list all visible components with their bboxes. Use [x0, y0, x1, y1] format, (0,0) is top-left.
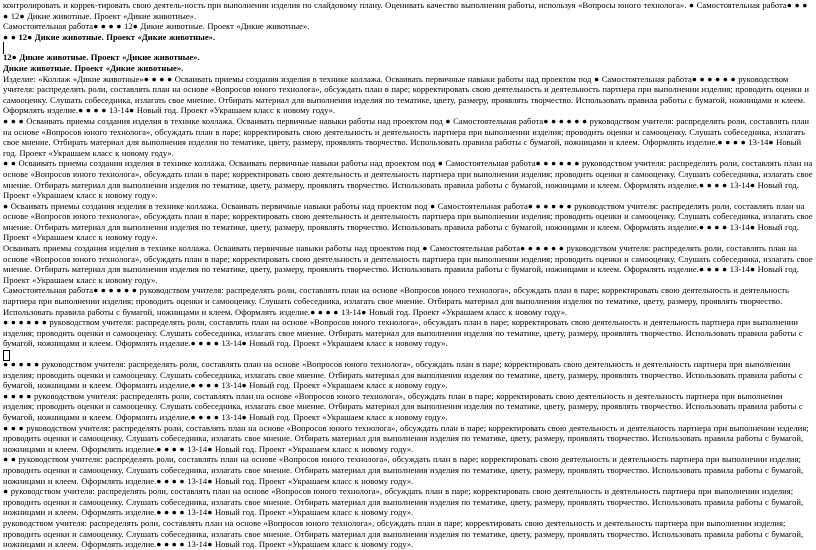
paragraph-13	[3, 359, 813, 391]
paragraph-2	[3, 21, 813, 32]
paragraph-11	[3, 285, 813, 317]
paragraph-3	[3, 32, 813, 43]
paragraph-8	[3, 158, 813, 200]
text-line-14: ● ● ● ● руководством учителя: распределять роли, составлять план на основе «Вопросов юного технолога», обсуждать план в паре; корректировать свою деятельность и деятельность партнера при выполнении изделия; проводить оценки и самооценку. Слушать собеседника, излагать свое мнение. Отбирать материал для выполнения изделия по тематике, цвету, размеру, проявлять творчество. Использовать правила работы с бумагой, ножницами и клеем. Оформлять изделие.● ● ● ● 13-14● Новый год. Проект «Украшаем класс к новому году».	[3, 390, 803, 422]
document-page	[3, 0, 813, 550]
text-line-12: ● ● ● ● ● ● руководством учителя: распределять роли, составлять план на основе «Вопросов юного технолога», обсуждать план в паре; корректировать свою деятельность и деятельность партнера при выполнении изделия; проводить оценки и самооценку. Слушать собеседника, излагать свое мнение. Отбирать материал для выполнения изделия по тематике, цвету, размеру, проявлять творчество. Использовать правила работы с бумагой, ножницами и клеем. Оформлять изделие.● ● ● ● 13-14● Новый год. Проект «Украшаем класс к новому году».	[3, 317, 803, 349]
paragraph-7	[3, 116, 813, 158]
paragraph-18	[3, 518, 813, 550]
paragraph-15	[3, 423, 813, 455]
text-line-3: ● ● 12● Дикие животные. Проект «Дикие животные».	[3, 31, 216, 42]
text-line-10: Осваивать приемы создания изделия в технике коллажа. Осваивать первичные навыки работы над проектом под ● Самостоятельная работа● ● ● ● ● ● руководством учителя: распределять роли, составлять план на основе «Вопросов юного технолога», обсуждать план в паре; корректировать свою деятельность и деятельность партнера при выполнении изделия; проводить оценки и самооценку. Слушать собеседника, излагать свое мнение. Отбирать материал для выполнения изделия по тематике, цвету, размеру, проявлять творчество. Использовать правила работы с бумагой, ножницами и клеем. Оформлять изделие.● ● ● ● 13-14● Новый год. Проект «Украшаем класс к новому году».	[3, 243, 813, 285]
text-line-8: ● ● Осваивать приемы создания изделия в технике коллажа. Осваивать первичные навыки работы над проектом под ● Самостоятельная работа● ● ● ● ● ● руководством учителя: распределять роли, составлять план на основе «Вопросов юного технолога», обсуждать план в паре; корректировать свою деятельность и деятельность партнера при выполнении изделия; проводить оценки и самооценку. Слушать собеседника, излагать свое мнение. Отбирать материал для выполнения изделия по тематике, цвету, размеру, проявлять творчество. Использовать правила работы с бумагой, ножницами и клеем. Оформлять изделие.● ● ● ● 13-14● Новый год. Проект «Украшаем класс к новому году».	[3, 158, 813, 201]
paragraph-17	[3, 486, 813, 518]
text-line-7: ● ● ● Осваивать приемы создания изделия в технике коллажа. Осваивать первичные навыки работы над проектом под ● Самостоятельная работа● ● ● ● ● ● руководством учителя: распределять роли, составлять план на основе «Вопросов юного технолога», обсуждать план в паре; корректировать свою деятельность и деятельность партнера при выполнении изделия; проводить оценки и самооценку. Слушать собеседника, излагать свое мнение. Отбирать материал для выполнения изделия по тематике, цвету, размеру, проявлять творчество. Использовать правила работы с бумагой, ножницами и клеем. Оформлять изделие.● ● ● ● 13-14● Новый год. Проект «Украшаем класс к новому году».	[3, 115, 810, 158]
spacer-2	[3, 349, 813, 359]
text-line-16: ● ● руководством учителя: распределять роли, составлять план на основе «Вопросов юного технолога», обсуждать план в паре; корректировать свою деятельность и деятельность партнера при выполнении изделия; проводить оценки и самооценку. Слушать собеседника, излагать свое мнение. Отбирать материал для выполнения изделия по тематике, цвету, размеру, проявлять творчество. Использовать правила работы с бумагой, ножницами и клеем. Оформлять изделие.● ● ● ● 13-14● Новый год. Проект «Украшаем класс к новому году».	[3, 454, 804, 486]
text-line-6: Изделие: «Коллаж «Дикие животные»● ● ● ● Осваивать приемы создания изделия в технике коллажа. Осваивать первичные навыки работы над проектом под ● Самостоятельная работа● ● ● ● ● ● руководством учителя: распределять роли, составлять план на основе «Вопросов юного технолога», обсуждать план в паре; корректировать свою деятельность и деятельность партнера при выполнении изделия; проводить оценки и самооценку. Слушать собеседника, излагать свое мнение. Отбирать материал для выполнения изделия по тематике, цвету, размеру, проявлять творчество. Использовать правила работы с бумагой, ножницами и клеем. Оформлять изделие.● ● ● ● 13-14● Новый год. Проект «Украшаем класс к новому году».	[3, 73, 809, 116]
paragraph-9	[3, 201, 813, 243]
text-line-13: ● ● ● ● ● руководством учителя: распределять роли, составлять план на основе «Вопросов юного технолога», обсуждать план в паре; корректировать свою деятельность и деятельность партнера при выполнении изделия; проводить оценки и самооценку. Слушать собеседника, излагать свое мнение. Отбирать материал для выполнения изделия по тематике, цвету, размеру, проявлять творчество. Использовать правила работы с бумагой, ножницами и клеем. Оформлять изделие.● ● ● ● 13-14● Новый год. Проект «Украшаем класс к новому году».	[3, 359, 803, 391]
text-line-17: ● руководством учителя: распределять роли, составлять план на основе «Вопросов юного технолога», обсуждать план в паре; корректировать свою деятельность и деятельность партнера при выполнении изделия; проводить оценки и самооценку. Слушать собеседника, излагать свое мнение. Отбирать материал для выполнения изделия по тематике, цвету, размеру, проявлять творчество. Использовать правила работы с бумагой, ножницами и клеем. Оформлять изделие.● ● ● ● 13-14● Новый год. Проект «Украшаем класс к новому году».	[3, 486, 804, 518]
spacer	[3, 42, 813, 52]
text-line-2: Самостоятельная работа● ● ● ● 12● Дикие животные. Проект «Дикие животные».	[3, 21, 310, 32]
paragraph-10	[3, 243, 813, 285]
text-line-15: ● ● ● руководством учителя: распределять роли, составлять план на основе «Вопросов юного технолога», обсуждать план в паре; корректировать свою деятельность и деятельность партнера при выполнении изделия; проводить оценки и самооценку. Слушать собеседника, излагать свое мнение. Отбирать материал для выполнения изделия по тематике, цвету, размеру, проявлять творчество. Использовать правила работы с бумагой, ножницами и клеем. Оформлять изделие.● ● ● ● 13-14● Новый год. Проект «Украшаем класс к новому году».	[3, 422, 809, 454]
text-line-5: Дикие животные. Проект «Дикие животные».	[3, 62, 184, 73]
paragraph-1	[3, 0, 813, 21]
paragraph-12	[3, 317, 813, 349]
paragraph-14	[3, 391, 813, 423]
text-line-1: контролировать и коррек-тировать свою деятель-ность при выполнении изделия по слайдовому плану. Оценивать качество выполнения работы, используя «Вопросы юного технолога». ● Самостоятельная работа● ● ● ● 12● Дикие животные. Проект «Дикие животные».	[3, 0, 808, 21]
text-line-18: руководством учителя: распределять роли, составлять план на основе «Вопросов юного технолога», обсуждать план в паре; корректировать свою деятельность и деятельность партнера при выполнении изделия; проводить оценки и самооценку. Слушать собеседника, излагать свое мнение. Отбирать материал для выполнения изделия по тематике, цвету, размеру, проявлять творчество. Использовать правила работы с бумагой, ножницами и клеем. Оформлять изделие.● ● ● ● 13-14● Новый год. Проект «Украшаем класс к новому году».	[3, 517, 804, 550]
paragraph-4	[3, 52, 813, 63]
text-line-9: ● Осваивать приемы создания изделия в технике коллажа. Осваивать первичные навыки работы над проектом под ● Самостоятельная работа● ● ● ● ● ● руководством учителя: распределять роли, составлять план на основе «Вопросов юного технолога», обсуждать план в паре; корректировать свою деятельность и деятельность партнера при выполнении изделия; проводить оценки и самооценку. Слушать собеседника, излагать свое мнение. Отбирать материал для выполнения изделия по тематике, цвету, размеру, проявлять творчество. Использовать правила работы с бумагой, ножницами и клеем. Оформлять изделие.● ● ● ● 13-14● Новый год. Проект «Украшаем класс к новому году».	[3, 200, 813, 243]
paragraph-16	[3, 454, 813, 486]
text-line-11: Самостоятельная работа● ● ● ● ● ● руководством учителя: распределять роли, составлять план на основе «Вопросов юного технолога», обсуждать план в паре; корректировать свою деятельность и деятельность партнера при выполнении изделия; проводить оценки и самооценку. Слушать собеседника, излагать свое мнение. Отбирать материал для выполнения изделия по тематике, цвету, размеру, проявлять творчество. Использовать правила работы с бумагой, ножницами и клеем. Оформлять изделие.● ● ● ● 13-14● Новый год. Проект «Украшаем класс к новому году».	[3, 285, 789, 317]
text-line-4: 12● Дикие животные. Проект «Дикие животные».	[3, 52, 200, 63]
paragraph-6	[3, 74, 813, 116]
paragraph-5	[3, 63, 813, 74]
